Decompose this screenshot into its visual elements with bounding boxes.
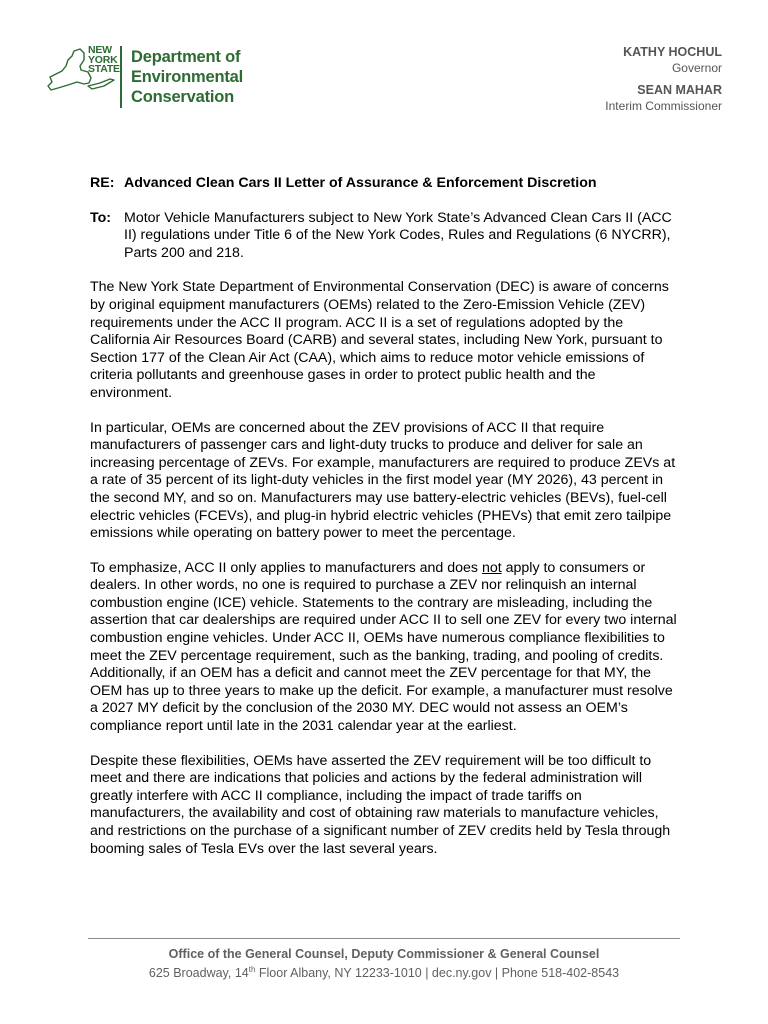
- paragraph-3-underlined: not: [481, 559, 502, 576]
- state-line-2: YORK: [88, 53, 118, 66]
- dec-logo: [44, 44, 254, 112]
- subject-text: Advanced Clean Cars II Letter of Assurance & Enforcement Discretion: [124, 175, 597, 191]
- footer-address-sup: th: [248, 965, 256, 974]
- paragraph-3-part-b: apply to consumers or dealers. In other words, no one is required to purchase a ZEV nor relinquish an internal combustion engine (ICE) vehicle. Statements to the contrary are misleading, including the assertion that car dealerships are required under ACC II to sell one ZEV for every two internal combustion engine vehicles. Under ACC II, OEMs have numerous compliance flexibilities to meet the ZEV percentage requirement, such as the banking, trading, and pooling of credits. Additionally, if an OEM has a deficit and cannot meet the ZEV percentage for that MY, the OEM has up to three years to make up the deficit. For example, a manufacturer must resolve a 2027 MY deficit by the conclusion of the 2030 MY. DEC would not assess an OEM’s compliance report until late in the 2031 calendar year at the earliest.: [90, 559, 677, 735]
- dept-line-1: Department of: [131, 48, 241, 66]
- department-name: [131, 47, 261, 107]
- state-line-3: STATE: [88, 63, 120, 75]
- recipient-text: Motor Vehicle Manufacturers subject to New York State’s Advanced Clean Cars II (ACC II) regulations under Title 6 of the New York Codes, Rules and Regulations (6 NYCRR), Parts 200 and 218.: [124, 209, 672, 261]
- footer-office: Office of the General Counsel, Deputy Commissioner & General Counsel: [168, 947, 600, 961]
- footer-address-a: 625 Broadway, 14: [148, 966, 249, 981]
- dept-line-2: Environmental: [131, 68, 244, 86]
- footer-address: [88, 962, 680, 981]
- page-footer: [88, 938, 680, 981]
- recipient-label: To:: [90, 209, 112, 226]
- paragraph-1: The New York State Department of Environmental Conservation (DEC) is aware of concerns by original equipment manufacturers (OEMs) related to the Zero-Emission Vehicle (ZEV) requirements under the ACC II program. ACC II is a set of regulations adopted by the California Air Resources Board (CARB) and several states, including New York, pursuant to Section 177 of the Clean Air Act (CAA), which aims to reduce motor vehicle emissions of criteria pollutants and greenhouse gases in order to protect public health and the environment.: [90, 279, 669, 401]
- recipient-line: [90, 210, 680, 263]
- commissioner-title: Interim Commissioner: [605, 99, 722, 113]
- logo-divider: [120, 46, 122, 108]
- letterhead: [0, 0, 768, 130]
- state-line-1: NEW: [88, 44, 112, 56]
- paragraph-3: [90, 560, 680, 736]
- paragraph-4: Despite these flexibilities, OEMs have asserted the ZEV requirement will be too difficult to meet and there are indications that policies and actions by the federal administration will greatly interfere with ACC II compliance, including the impact of trade tariffs on manufacturers, the availability and cost of obtaining raw materials to manufacture vehicles, and restrictions on the purchase of a significant number of ZEV credits held by Tesla through booming sales of Tesla EVs over the last several years.: [90, 752, 671, 857]
- letter-body: [90, 175, 680, 875]
- commissioner-name: SEAN MAHAR: [637, 83, 722, 97]
- governor-title: Governor: [671, 61, 722, 75]
- state-wordmark: [88, 46, 118, 75]
- dept-line-3: Conservation: [131, 88, 235, 106]
- governor-name: KATHY HOCHUL: [623, 45, 722, 59]
- paragraph-2: In particular, OEMs are concerned about the ZEV provisions of ACC II that require manufacturers of passenger cars and light-duty trucks to produce and deliver for sale an increasing percentage of ZEVs. For example, manufacturers are required to produce ZEVs at a rate of 35 percent of its light-duty vehicles in the first model year (MY 2026), 43 percent in the second MY, and so on. Manufacturers may use battery-electric vehicles (BEVs), fuel-cell electric vehicles (FCEVs), and plug-in hybrid electric vehicles (PHEVs) that emit zero tailpipe emissions while operating on battery power to meet the percentage.: [90, 419, 676, 542]
- officials-block: [492, 44, 722, 114]
- subject-line: [90, 175, 680, 193]
- paragraph-3-part-a: To emphasize, ACC II only applies to manufacturers and does: [90, 559, 482, 576]
- footer-address-b: Floor Albany, NY 12233-1010 | dec.ny.gov | Phone 518-402-8543: [255, 966, 620, 981]
- subject-label: RE:: [90, 175, 115, 191]
